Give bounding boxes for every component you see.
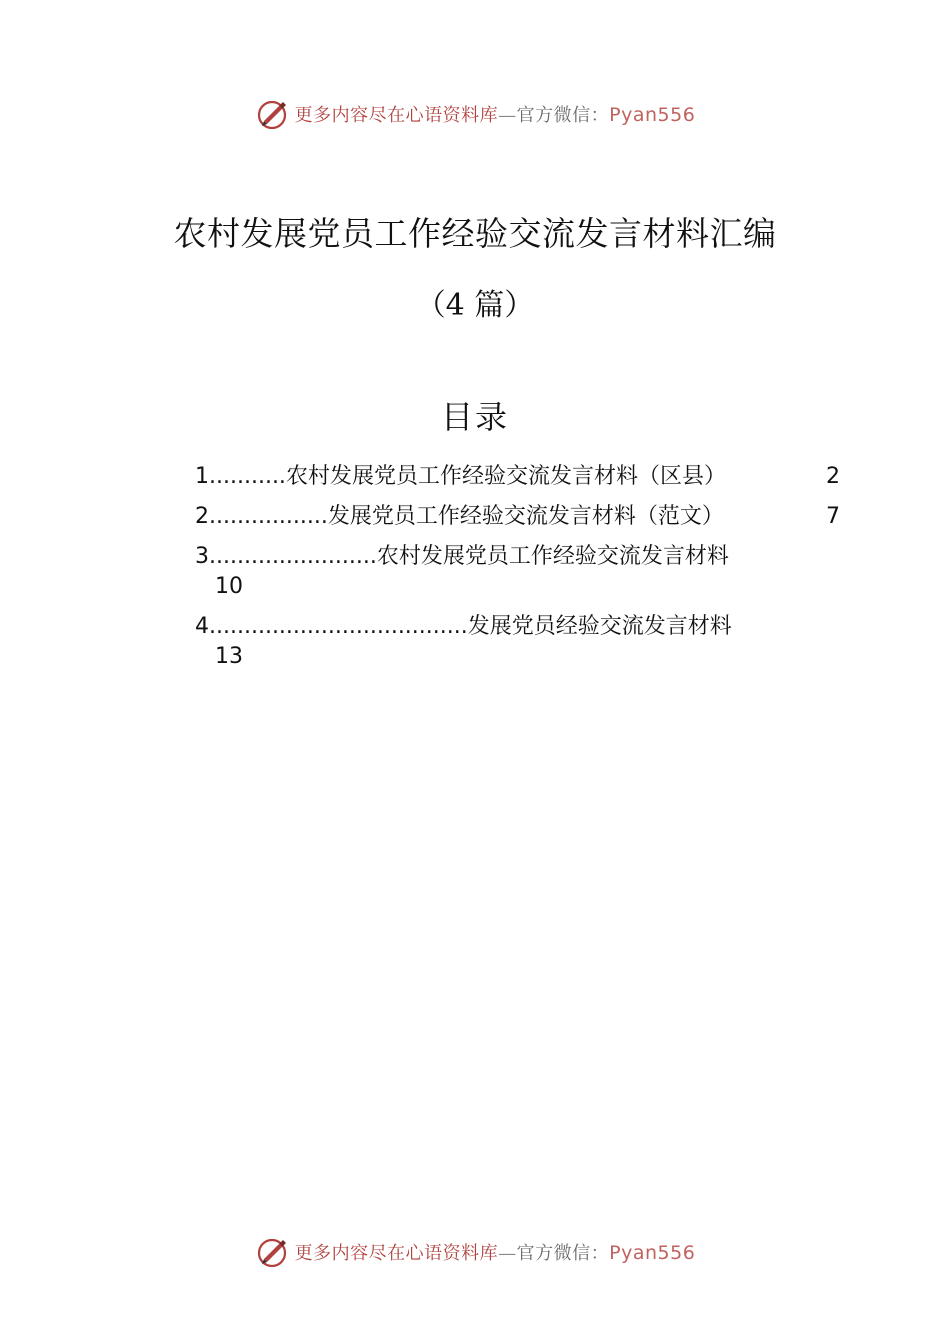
toc-item-2[interactable]: [195, 502, 840, 532]
toc-item-4[interactable]: [195, 612, 840, 672]
toc-item-page: 13: [215, 644, 243, 669]
toc-item-1[interactable]: [195, 462, 840, 492]
footer-banner: [0, 1232, 950, 1272]
header-banner: [0, 94, 950, 134]
toc-item-leader: ...........: [209, 464, 286, 489]
toc-item-page: 10: [215, 574, 243, 599]
pen-logo-icon: [255, 97, 289, 131]
footer-banner-text: 更多内容尽在心语资料库—官方微信：Pyan556: [294, 1242, 696, 1264]
document-title: 农村发展党员工作经验交流发言材料汇编: [173, 214, 777, 253]
toc-item-leader: .....................................: [209, 614, 468, 639]
toc-item-3[interactable]: [195, 542, 840, 602]
toc-item-number: 3: [195, 544, 209, 569]
toc-item-label: 农村发展党员工作经验交流发言材料: [376, 544, 729, 569]
table-of-contents: [195, 462, 840, 672]
toc-item-number: 1: [195, 464, 209, 489]
toc-item-number: 2: [195, 504, 209, 529]
header-banner-text: 更多内容尽在心语资料库—官方微信：Pyan556: [294, 104, 696, 126]
document-subtitle: （4 篇）: [415, 288, 535, 323]
toc-item-page: 7: [826, 504, 840, 529]
toc-item-leader: ........................: [209, 544, 377, 569]
toc-item-label: 农村发展党员工作经验交流发言材料（区县）: [285, 464, 726, 489]
toc-item-label: 发展党员工作经验交流发言材料（范文）: [327, 504, 724, 529]
pen-logo-icon: [255, 1235, 289, 1269]
toc-item-label: 发展党员经验交流发言材料: [467, 614, 732, 639]
toc-item-leader: .................: [209, 504, 328, 529]
toc-item-number: 4: [195, 614, 209, 639]
toc-item-page: 2: [826, 464, 840, 489]
toc-heading: 目录: [440, 398, 509, 436]
